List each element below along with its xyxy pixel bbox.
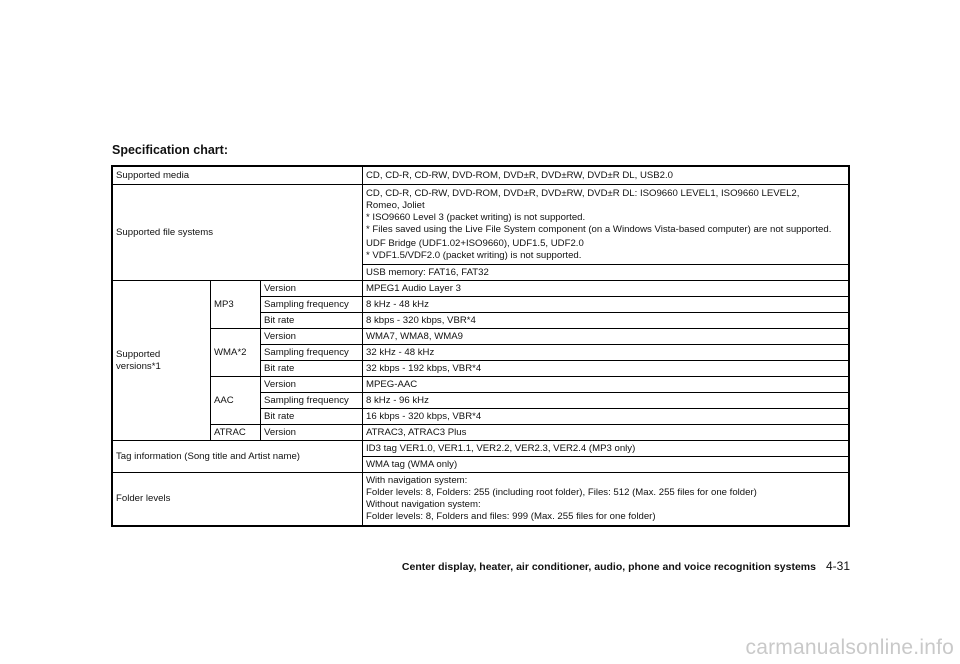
file-systems-line: CD, CD-R, CD-RW, DVD-ROM, DVD±R, DVD±RW, DVD±R DL: ISO9660 LEVEL1, ISO9660 LEVEL2, [366, 187, 800, 199]
row-value-tag-id3: ID3 tag VER1.0, VER1.1, VER2.2, VER2.3, VER2.4 (MP3 only) [363, 440, 850, 456]
versions-label-line: Supported [116, 348, 161, 360]
folder-levels-line: Folder levels: 8, Folders: 255 (including root folder), Files: 512 (Max. 255 files for one folder) [366, 487, 757, 499]
attr-label: Version [261, 328, 363, 344]
row-value-usb: USB memory: FAT16, FAT32 [363, 264, 850, 280]
versions-label [112, 280, 211, 440]
format-wma: WMA*2 [211, 328, 261, 376]
row-label-folder-levels: Folder levels [112, 472, 363, 526]
table-row [112, 376, 849, 392]
row-value-folder-levels [363, 472, 850, 526]
page-number: 4-31 [825, 559, 850, 573]
file-systems-line: Romeo, Joliet [366, 199, 425, 211]
attr-label: Sampling frequency [261, 296, 363, 312]
attr-value: WMA7, WMA8, WMA9 [363, 328, 850, 344]
row-value-media: CD, CD-R, CD-RW, DVD-ROM, DVD±R, DVD±RW, DVD±R DL, USB2.0 [363, 166, 850, 184]
watermark: carmanualsonline.info [745, 636, 954, 659]
attr-label: Version [261, 424, 363, 440]
row-label-tag-info: Tag information (Song title and Artist name) [112, 440, 363, 472]
folder-levels-line: Without navigation system: [366, 499, 481, 511]
file-systems-line: * Files saved using the Live File System component (on a Windows Vista-based computer) are not supported. [366, 223, 832, 235]
attr-label: Bit rate [261, 312, 363, 328]
file-systems-line: * ISO9660 Level 3 (packet writing) is not supported. [366, 211, 586, 223]
attr-value: 8 kbps - 320 kbps, VBR*4 [363, 312, 850, 328]
attr-value: 32 kHz - 48 kHz [363, 344, 850, 360]
attr-value: 8 kHz - 96 kHz [363, 392, 850, 408]
folder-levels-line: Folder levels: 8, Folders and files: 999 (Max. 255 files for one folder) [366, 511, 656, 523]
attr-label: Bit rate [261, 408, 363, 424]
attr-value: MPEG1 Audio Layer 3 [363, 280, 850, 296]
footer-section-name: Center display, heater, air conditioner, audio, phone and voice recognition systems [401, 561, 816, 573]
page-footer [402, 559, 850, 573]
attr-value: 8 kHz - 48 kHz [363, 296, 850, 312]
attr-label: Version [261, 280, 363, 296]
row-label-file-systems: Supported file systems [112, 184, 363, 280]
row-label-media: Supported media [112, 166, 363, 184]
format-aac: AAC [211, 376, 261, 424]
versions-label-line: versions*1 [116, 360, 161, 372]
attr-label: Sampling frequency [261, 344, 363, 360]
attr-value: 32 kbps - 192 kbps, VBR*4 [363, 360, 850, 376]
attr-label: Bit rate [261, 360, 363, 376]
section-title: Specification chart: [112, 143, 228, 157]
attr-value: ATRAC3, ATRAC3 Plus [363, 424, 850, 440]
specification-table [111, 165, 850, 527]
file-systems-line: * VDF1.5/VDF2.0 (packet writing) is not supported. [366, 249, 582, 261]
attr-value: MPEG-AAC [363, 376, 850, 392]
table-row [112, 472, 849, 526]
table-row [112, 184, 849, 264]
table-row [112, 440, 849, 456]
row-value-file-systems [363, 184, 850, 264]
table-row [112, 280, 849, 296]
table-row [112, 166, 849, 184]
attr-label: Sampling frequency [261, 392, 363, 408]
format-atrac: ATRAC [211, 424, 261, 440]
table-row [112, 328, 849, 344]
format-mp3: MP3 [211, 280, 261, 328]
attr-label: Version [261, 376, 363, 392]
folder-levels-line: With navigation system: [366, 475, 468, 487]
row-value-tag-wma: WMA tag (WMA only) [363, 456, 850, 472]
attr-value: 16 kbps - 320 kbps, VBR*4 [363, 408, 850, 424]
table-row [112, 424, 849, 440]
file-systems-line: UDF Bridge (UDF1.02+ISO9660), UDF1.5, UDF2.0 [366, 237, 584, 249]
